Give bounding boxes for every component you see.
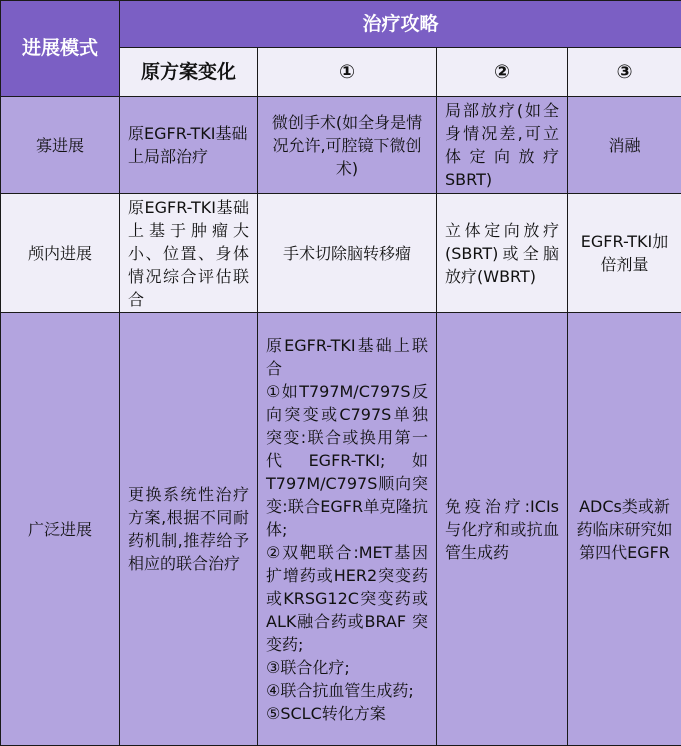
option-1-cell: [258, 313, 437, 746]
header-row-1: [1, 1, 681, 48]
mode-cell: 颅内进展: [1, 194, 120, 313]
option-2-cell: 立体定向放疗(SBRT)或全脑放疗(WBRT): [437, 194, 568, 313]
original-change-cell: 原EGFR-TKI基础上局部治疗: [120, 97, 258, 194]
option-3-header: ③: [568, 48, 681, 97]
mode-cell: 广泛进展: [1, 313, 120, 746]
original-change-cell: 更换系统性治疗方案,根据不同耐药机制,推荐给予相应的联合治疗: [120, 313, 258, 746]
option-3-cell: ADCs类或新药临床研究如第四代EGFR: [568, 313, 681, 746]
progression-mode-header: 进展模式: [1, 1, 120, 97]
table-row-extensive: [1, 313, 681, 746]
option-1-line: ①如T797M/C797S反向突变或C797S单独突变:联合或换用第一代EGFR-TKI;如T797M/C797S顺向突变:联合EGFR单克隆抗体;: [266, 381, 428, 539]
option-1-line: ②双靶联合:MET基因扩增药或HER2突变药或KRSG12C突变药或ALK融合药或BRAF 突变药;: [266, 542, 428, 654]
option-1-line: ④联合抗血管生成药;: [266, 680, 414, 700]
treatment-strategy-header: 治疗攻略: [120, 1, 681, 48]
option-3-cell: EGFR-TKI加倍剂量: [568, 194, 681, 313]
option-1-header: ①: [258, 48, 437, 97]
option-2-cell: 局部放疗(如全身情况差,可立体定向放疗SBRT): [437, 97, 568, 194]
original-change-header: 原方案变化: [120, 48, 258, 97]
mode-cell: 寡进展: [1, 97, 120, 194]
option-1-cell: 微创手术(如全身是情况允许,可腔镜下微创术): [258, 97, 437, 194]
option-1-cell: 手术切除脑转移瘤: [258, 194, 437, 313]
option-3-cell: 消融: [568, 97, 681, 194]
original-change-cell: 原EGFR-TKI基础上基于肿瘤大小、位置、身体情况综合评估联合: [120, 194, 258, 313]
option-1-line: ⑤SCLC转化方案: [266, 703, 386, 723]
option-2-header: ②: [437, 48, 568, 97]
option-2-cell: 免疫治疗:ICIs与化疗和或抗血管生成药: [437, 313, 568, 746]
option-1-line: 原EGFR-TKI基础上联合: [266, 335, 428, 378]
option-1-line: ③联合化疗;: [266, 657, 350, 677]
table-row-oligo: [1, 97, 681, 194]
table-row-intracranial: [1, 194, 681, 313]
